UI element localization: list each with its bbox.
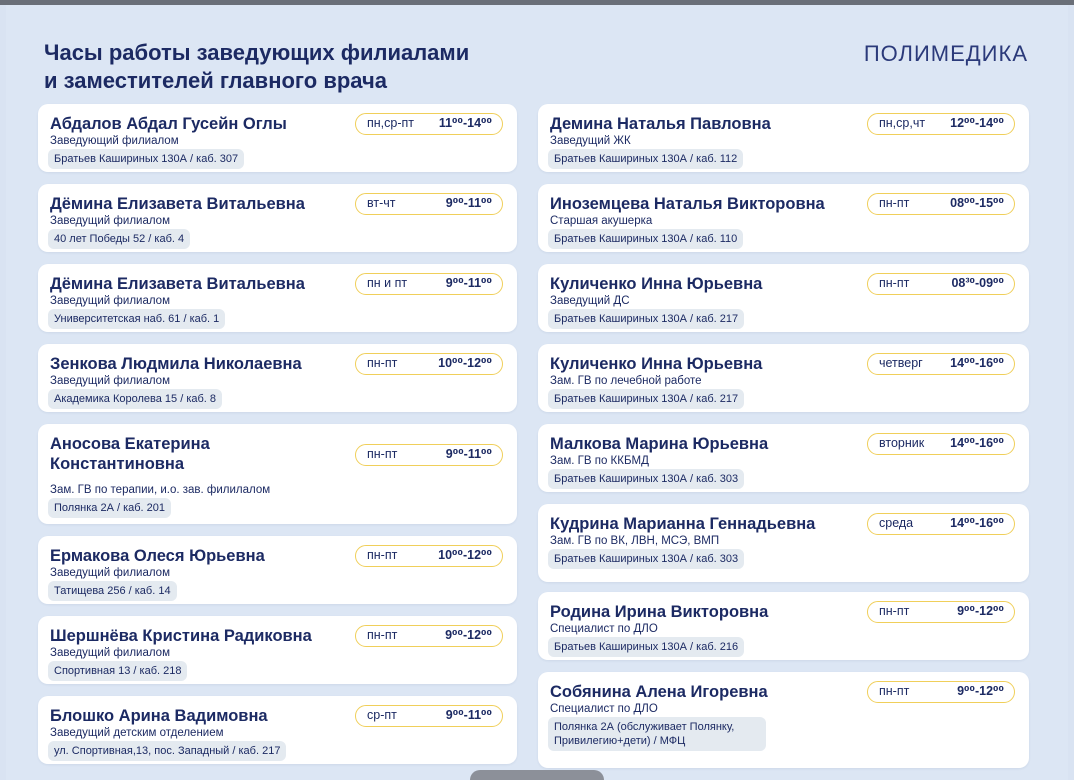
staff-name: Зенкова Людмила Николаевна [50,355,302,373]
staff-card [538,264,1029,332]
schedule-days: пн-пт [367,356,398,370]
schedule-days: четверг [879,356,923,370]
schedule-time: 9⁰⁰-11⁰⁰ [445,447,492,461]
staff-address: Братьев Кашириных 130А / каб. 216 [548,637,744,657]
schedule-days: пн-пт [367,447,398,461]
schedule-time: 12⁰⁰-14⁰⁰ [950,116,1004,130]
schedule-time: 9⁰⁰-12⁰⁰ [445,628,492,642]
staff-role: Заведущий детским отделением [50,727,224,739]
staff-role: Заведущий филиалом [50,215,170,227]
schedule-badge [355,113,503,135]
schedule-badge [355,444,503,466]
staff-address: Татищева 256 / каб. 14 [48,581,177,601]
staff-card [538,184,1029,252]
staff-role: Старшая акушерка [550,215,653,227]
staff-name: Блошко Арина Вадимовна [50,707,268,725]
staff-role: Специалист по ДЛО [550,703,658,715]
staff-name: Кудрина Марианна Геннадьевна [550,515,816,533]
staff-address: ул. Спортивная,13, пос. Западный / каб. 217 [48,741,286,761]
schedule-time: 10⁰⁰-12⁰⁰ [438,356,492,370]
staff-address: Университетская наб. 61 / каб. 1 [48,309,225,329]
schedule-days: пн,ср,чт [879,116,926,130]
staff-address: Академика Королева 15 / каб. 8 [48,389,222,409]
staff-role: Зам. ГВ по ВК, ЛВН, МСЭ, ВМП [550,535,720,547]
staff-card [538,592,1029,660]
schedule-time: 9⁰⁰-12⁰⁰ [957,684,1004,698]
schedule-days: пн-пт [879,276,910,290]
staff-address: Братьев Кашириных 130А / каб. 303 [548,469,744,489]
staff-card [38,536,517,604]
staff-address: Братьев Кашириных 130А / каб. 112 [548,149,743,169]
schedule-days: ср-пт [367,708,397,722]
staff-card [38,184,517,252]
staff-role: Заведущий филиалом [50,375,170,387]
schedule-page [6,5,1068,780]
staff-role: Специалист по ДЛО [550,623,658,635]
schedule-time: 9⁰⁰-11⁰⁰ [445,196,492,210]
schedule-badge [355,705,503,727]
schedule-badge [355,273,503,295]
page-title-line-1: Часы работы заведующих филиалами [44,40,470,65]
staff-card [538,424,1029,492]
schedule-days: пн-пт [879,684,910,698]
schedule-badge [867,353,1015,375]
schedule-time: 14⁰⁰-16⁰⁰ [950,516,1004,530]
staff-card [538,504,1029,582]
staff-role: Заведущий ДС [550,295,630,307]
page-title-line-2: и заместителей главного врача [44,68,387,93]
staff-address: 40 лет Победы 52 / каб. 4 [48,229,190,249]
staff-address: Спортивная 13 / каб. 218 [48,661,187,681]
staff-card [38,264,517,332]
schedule-days: среда [879,516,914,530]
schedule-badge [355,193,503,215]
schedule-days: пн,ср-пт [367,116,415,130]
staff-name: Демина Наталья Павловна [550,115,771,133]
schedule-time: 11⁰⁰-14⁰⁰ [438,116,492,130]
staff-card [538,104,1029,172]
staff-role: Заведущий филиалом [50,295,170,307]
staff-card [538,672,1029,768]
staff-address: Братьев Кашириных 130А / каб. 303 [548,549,744,569]
schedule-badge [867,601,1015,623]
staff-role: Заведующий филиалом [50,135,179,147]
staff-card [38,344,517,412]
schedule-time: 9⁰⁰-12⁰⁰ [957,604,1004,618]
schedule-time: 14⁰⁰-16⁰⁰ [950,356,1004,370]
schedule-days: пн и пт [367,276,408,290]
staff-role: Зам. ГВ по терапии, и.о. зав. филилалом [50,484,271,496]
staff-name: Абдалов Абдал Гусейн Оглы [50,115,287,133]
staff-name: Малкова Марина Юрьевна [550,435,769,453]
staff-role: Зам. ГВ по лечебной работе [550,375,702,387]
staff-name: Шершнёва Кристина Радиковна [50,627,312,645]
staff-name: Родина Ирина Викторовна [550,603,769,621]
staff-address: Братьев Кашириных 130А / каб. 307 [48,149,244,169]
schedule-time: 9⁰⁰-11⁰⁰ [445,708,492,722]
staff-name: Собянина Алена Игоревна [550,683,768,701]
staff-name: Ермакова Олеся Юрьевна [50,547,265,565]
page-title [44,39,564,95]
staff-name: Куличенко Инна Юрьевна [550,275,763,293]
staff-address: Братьев Кашириных 130А / каб. 217 [548,389,744,409]
schedule-days: вторник [879,436,925,450]
schedule-days: вт-чт [367,196,396,210]
schedule-days: пн-пт [879,604,910,618]
staff-card [538,344,1029,412]
staff-address: Братьев Кашириных 130А / каб. 217 [548,309,744,329]
schedule-time: 9⁰⁰-11⁰⁰ [445,276,492,290]
schedule-days: пн-пт [879,196,910,210]
brand-logo: ПОЛИМЕДИКА [863,41,1028,66]
staff-card [38,424,517,524]
schedule-badge [355,545,503,567]
schedule-badge [355,625,503,647]
staff-name: Куличенко Инна Юрьевна [550,355,763,373]
schedule-time: 08³⁰-09⁰⁰ [951,276,1004,290]
scroll-handle[interactable] [470,770,604,780]
schedule-badge [867,433,1015,455]
staff-address: Полянка 2А (обслуживает Полянку, Привилегию+дети) / МФЦ [548,717,766,751]
schedule-time: 10⁰⁰-12⁰⁰ [438,548,492,562]
schedule-badge [867,193,1015,215]
staff-card [38,616,517,684]
schedule-badge [867,513,1015,535]
staff-card [38,696,517,764]
schedule-badge [355,353,503,375]
staff-name: Дёмина Елизавета Витальевна [50,195,305,213]
schedule-days: пн-пт [367,548,398,562]
schedule-time: 08⁰⁰-15⁰⁰ [950,196,1004,210]
staff-name: Аносова Екатерина Константиновна [50,435,210,473]
staff-role: Заведущий филиалом [50,647,170,659]
staff-address: Полянка 2А / каб. 201 [48,498,171,518]
schedule-time: 14⁰⁰-16⁰⁰ [950,436,1004,450]
staff-address: Братьев Кашириных 130А / каб. 110 [548,229,743,249]
staff-name: Дёмина Елизавета Витальевна [50,275,305,293]
staff-role: Заведущий филиалом [50,567,170,579]
schedule-badge [867,113,1015,135]
schedule-days: пн-пт [367,628,398,642]
staff-card [38,104,517,172]
staff-role: Заведущий ЖК [550,135,631,147]
schedule-badge [867,681,1015,703]
schedule-badge [867,273,1015,295]
staff-name: Иноземцева Наталья Викторовна [550,195,825,213]
staff-role: Зам. ГВ по ККБМД [550,455,649,467]
